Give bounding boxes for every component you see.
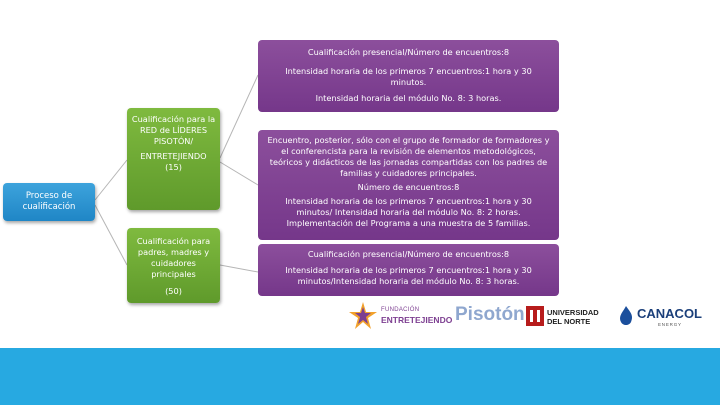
logo-fundacion-entretejiendo (348, 300, 453, 332)
root-node (3, 183, 95, 221)
logo-fundacion-small: FUNDACIÓN (381, 307, 420, 313)
detail-top-line3: Intensidad horaria del módulo No. 8: 3 horas. (315, 93, 502, 103)
branch-b-count: (50) (165, 286, 182, 296)
logo-canacol-text: CANACOL (637, 306, 702, 321)
connector-b-bottom (220, 265, 258, 272)
connector-root-branch-a (95, 160, 127, 200)
logo-fundacion-main: ENTRETEJIENDO (381, 315, 453, 325)
branch-b-title: Cualificación para padres, madres y cuidadores principales (136, 236, 211, 279)
detail-top-line1: Cualificación presencial/Número de encuentros:8 (307, 47, 510, 57)
logo-pisoton (455, 304, 525, 330)
branch-a-title: Cualificación para la RED de LÍDERES PISOTÓN/ (131, 114, 216, 146)
root-label: Proceso de cualificación (22, 191, 76, 212)
detail-mid-line1: Encuentro, posterior, sólo con el grupo de formador de formadores y el conferencista para la revisión de elementos metodológicos, teóricos y didácticos de las jornadas compartidas con los padres de familias y cuidadores principales. (267, 135, 550, 178)
detail-node-top (258, 40, 559, 112)
canacol-flame-icon (618, 306, 634, 326)
branch-a-count: (15) (165, 162, 182, 172)
connector-a-mid (220, 162, 258, 185)
detail-node-middle (258, 130, 559, 240)
logo-canacol (618, 304, 714, 332)
logo-universidad-line1: UNIVERSIDAD (547, 308, 599, 317)
logo-universidad-del-norte (526, 305, 606, 329)
detail-mid-line2: Número de encuentros:8 (357, 182, 460, 192)
logo-pisoton-text: Pisotón (455, 304, 525, 325)
logo-universidad-line2: DEL NORTE (547, 317, 591, 326)
branch-node-leaders (127, 108, 220, 210)
connector-a-top (220, 75, 258, 158)
footer-band (0, 348, 720, 405)
detail-top-line2: Intensidad horaria de los primeros 7 encuentros:1 hora y 30 minutos. (285, 66, 532, 87)
star-icon (348, 301, 378, 331)
branch-node-parents (127, 228, 220, 303)
connector-root-branch-b (95, 205, 127, 265)
university-crest-icon (526, 306, 544, 326)
branch-a-subtitle: ENTRETEJIENDO (140, 151, 207, 161)
detail-node-bottom (258, 244, 559, 296)
detail-bottom-line1: Cualificación presencial/Número de encuentros:8 (307, 249, 510, 259)
detail-mid-line3: Intensidad horaria de los primeros 7 encuentros:1 hora y 30 minutos/ Intensidad horaria del módulo No. 8: 2 horas. Implementación del Programa a una muestra de 5 familias. (285, 196, 532, 228)
logo-canacol-sub: ENERGY (658, 322, 682, 327)
detail-bottom-line2: Intensidad horaria de los primeros 7 encuentros:1 hora y 30 minutos/Intensidad horaria del módulo No. 8: 3 horas. (285, 265, 532, 286)
